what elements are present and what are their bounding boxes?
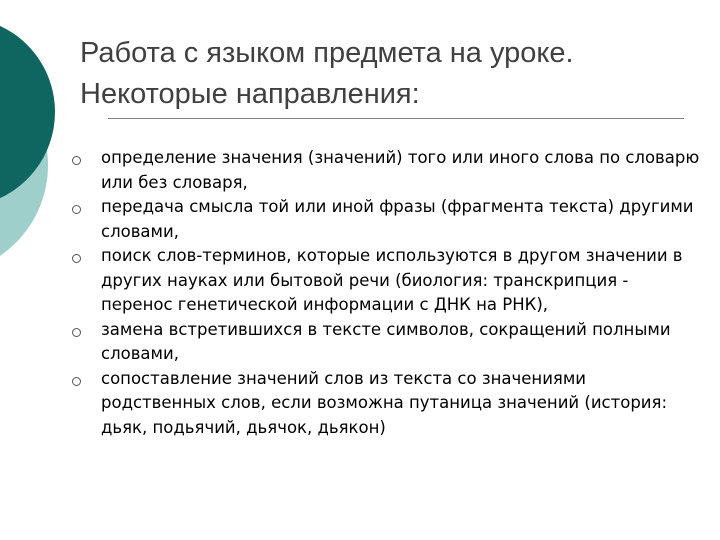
bullet-item	[72, 318, 702, 367]
bullet-text: поиск слов-терминов, которые используются в другом значении в других науках или бытовой речи (биология: транскрипция - перенос генетической информации с ДНК на РНК),	[101, 246, 683, 314]
bullet-text: замена встретившихся в тексте символов, сокращений полными словами,	[101, 319, 671, 363]
hollow-circle-bullet-icon	[72, 328, 81, 337]
bullet-item	[72, 195, 702, 244]
bullet-item	[72, 146, 702, 195]
bullet-text: сопоставление значений слов из текста со значениями родственных слов, если возможна путаница значений (история: дьяк, подьячий, дьячок, дьякон)	[101, 368, 668, 437]
bullet-text: передача смысла той или иной фразы (фрагмента текста) другими словами,	[101, 197, 694, 241]
bullet-item	[72, 244, 702, 318]
hollow-circle-bullet-icon	[72, 254, 81, 263]
bullet-item	[72, 367, 702, 441]
slide-title-line-2: Некоторые направления:	[80, 78, 420, 110]
hollow-circle-bullet-icon	[72, 156, 81, 165]
slide-title	[80, 33, 700, 115]
slide-title-line-1: Работа с языком предмета на уроке.	[80, 37, 574, 69]
title-divider	[108, 118, 684, 119]
bullet-list	[72, 146, 702, 440]
bullet-text: определение значения (значений) того или иного слова по словарю или без словаря,	[101, 148, 700, 192]
hollow-circle-bullet-icon	[72, 205, 81, 214]
hollow-circle-bullet-icon	[72, 377, 81, 386]
